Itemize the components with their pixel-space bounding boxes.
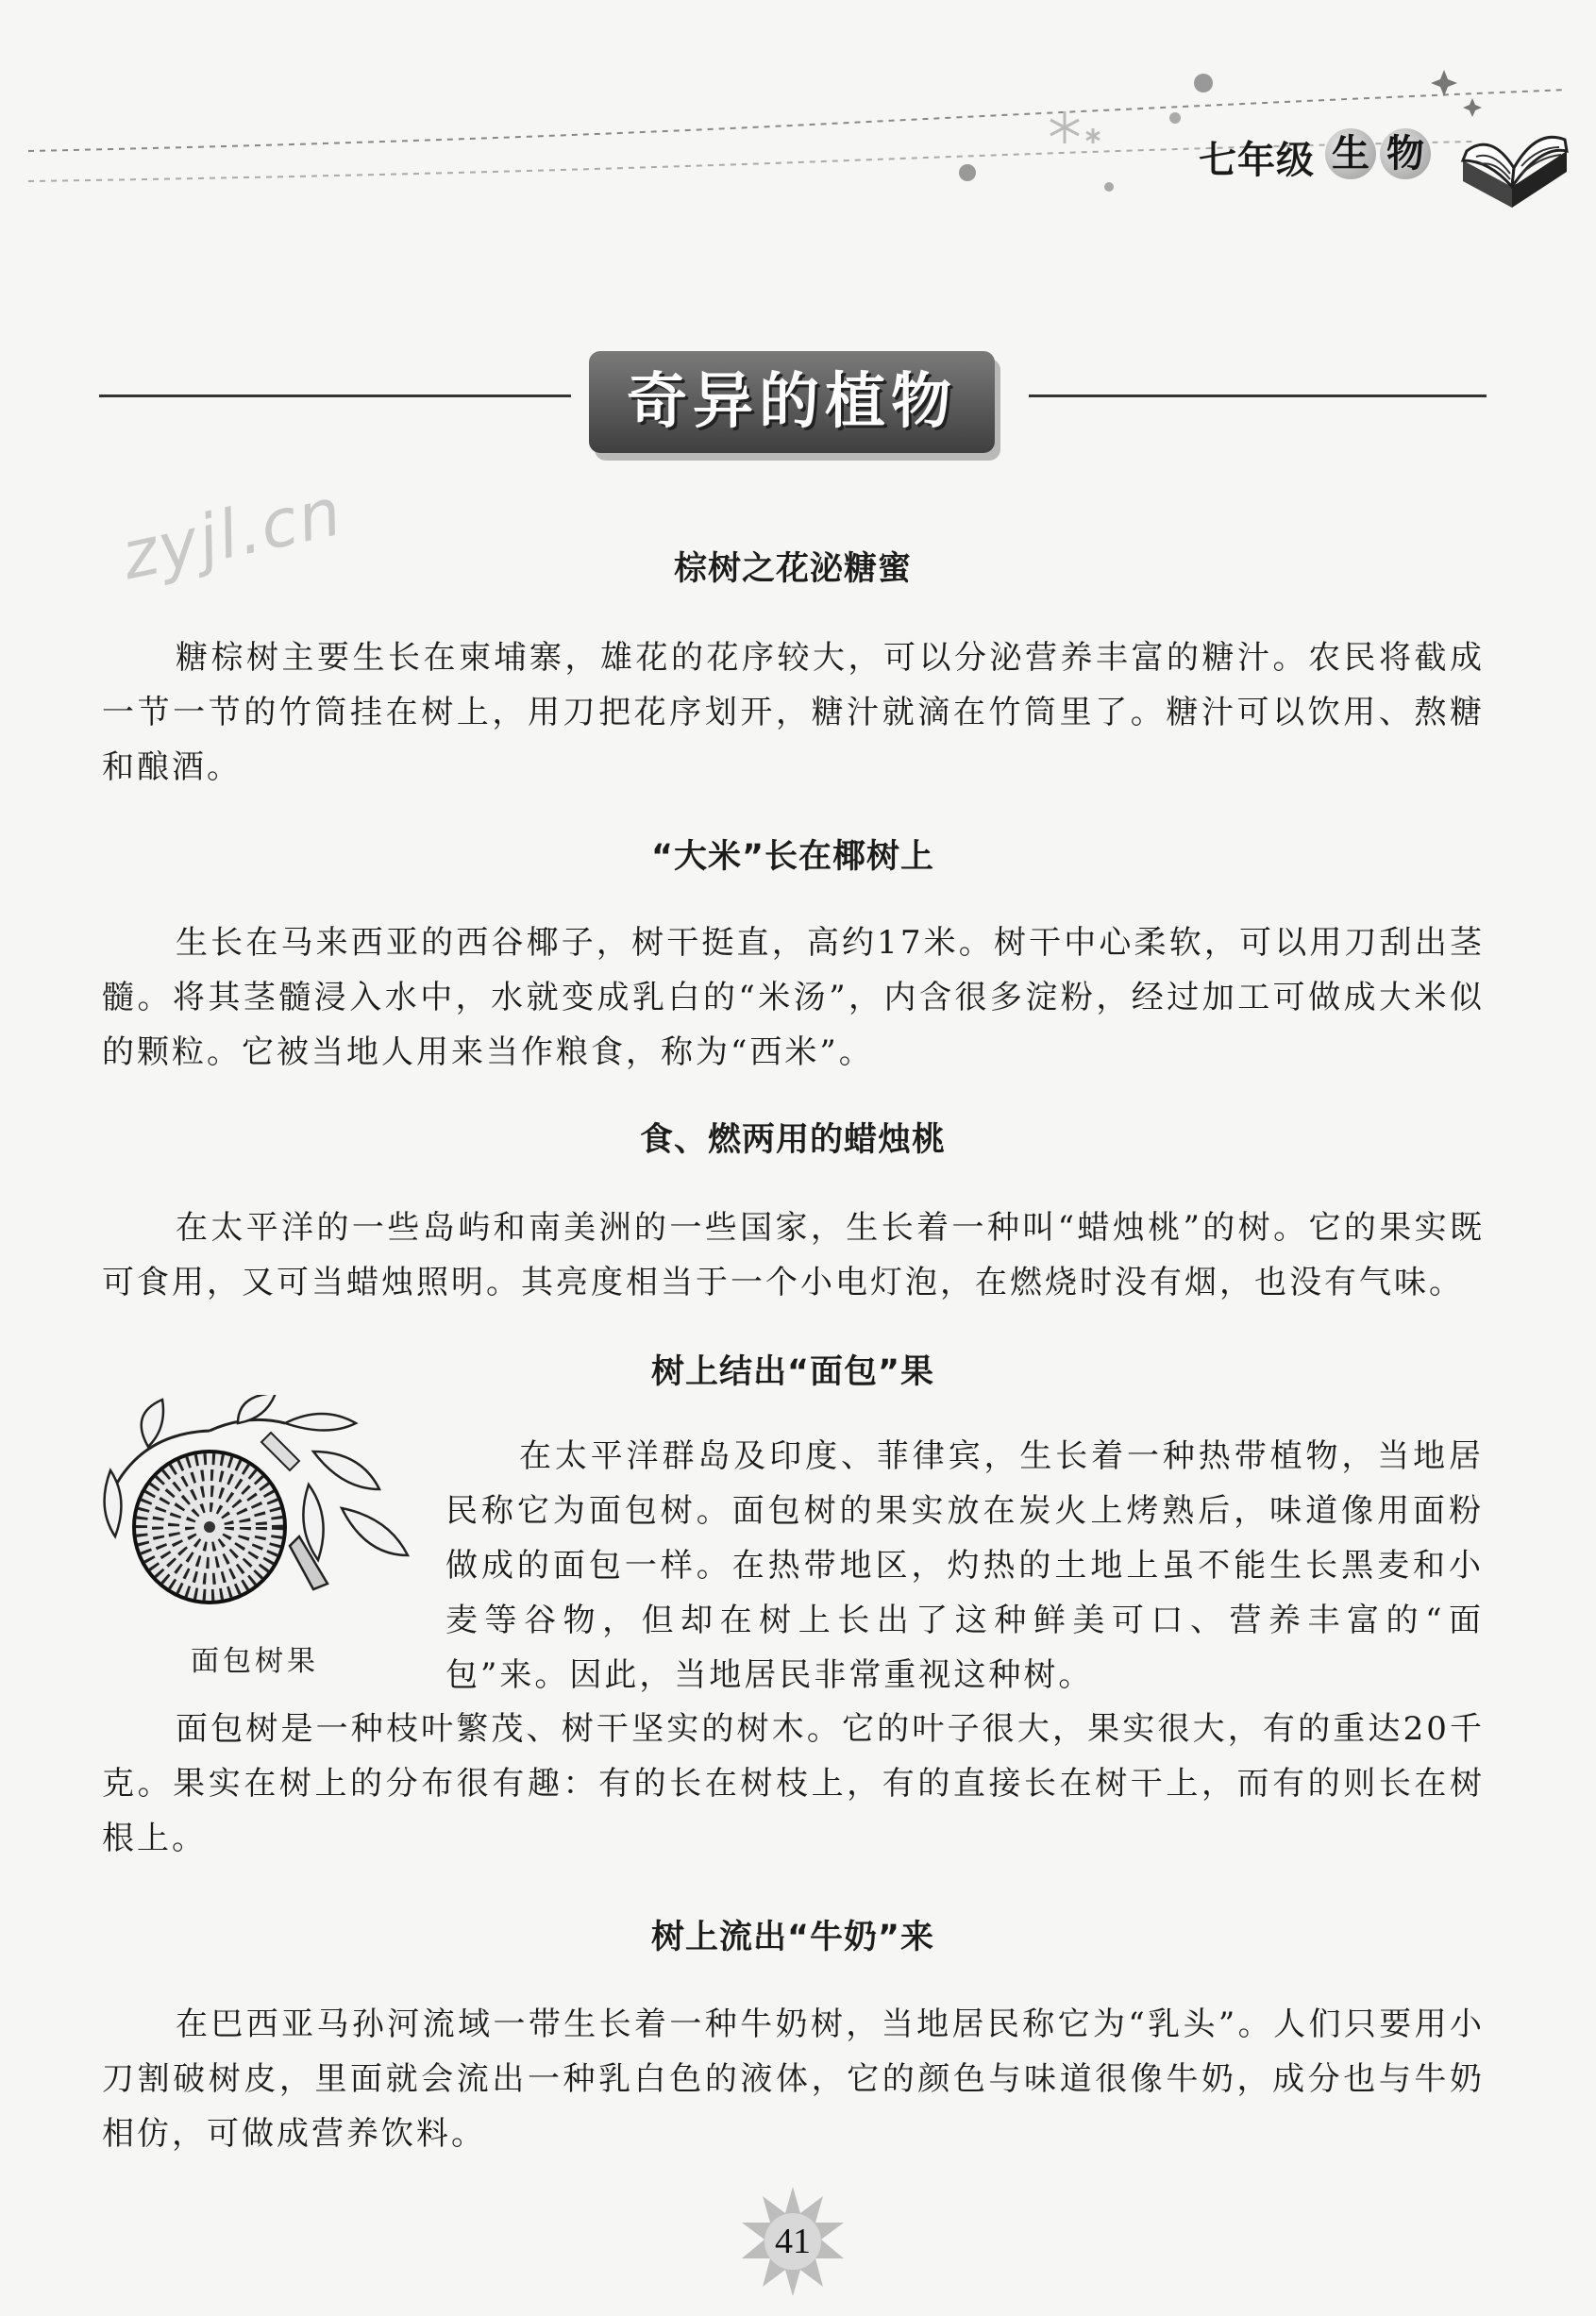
figure-caption: 面包树果 — [191, 1645, 319, 1678]
section-heading: 树上流出“牛奶”来 — [650, 1919, 934, 1956]
watermark: zyjl.cn — [115, 472, 350, 596]
title-rule-right — [1029, 394, 1487, 397]
breadfruit-illustration — [96, 1395, 417, 1626]
book-icon — [1453, 113, 1576, 217]
section-heading: 树上结出“面包”果 — [650, 1353, 934, 1391]
title-rule-left — [99, 394, 571, 397]
section-paragraph: 在太平洋的一些岛屿和南美洲的一些国家，生长着一种叫“蜡烛桃”的树。它的果实既可食用，又可当蜡烛照明。其亮度相当于一个小电灯泡，在燃烧时没有烟，也没有气味。 — [102, 1209, 1485, 1301]
section-heading: 棕树之花泌糖蜜 — [673, 550, 912, 588]
subject-badge: 生 — [1325, 128, 1376, 179]
subject-badge: 物 — [1380, 128, 1431, 179]
section-paragraph: 生长在马来西亚的西谷椰子，树干挺直，高约17米。树干中心柔软，可以用刀刮出茎髓。将其茎髓浸入水中，水就变成乳白的“米汤”，内含很多淀粉，经过加工可做成大米似的颗粒。它被当地人用来当作粮食，称为“西米”。 — [102, 924, 1485, 1071]
section-heading: “大米”长在椰树上 — [650, 838, 934, 876]
section-paragraph: 糖棕树主要生长在柬埔寨，雄花的花序较大，可以分泌营养丰富的糖汁。农民将截成一节一节的竹筒挂在树上，用刀把花序划开，糖汁就滴在竹筒里了。糖汁可以饮用、熬糖和酿酒。 — [102, 639, 1485, 786]
header-decoration — [0, 0, 1596, 217]
section-paragraph: 在太平洋群岛及印度、菲律宾，生长着一种热带植物，当地居民称它为面包树。面包树的果实放在炭火上烤熟后，味道像用面粉做成的面包一样。在热带地区，灼热的土地上虽不能生长黑麦和小麦等谷物，但却在树上长出了这种鲜美可口、营养丰富的“面包”来。因此，当地居民非常重视这种树。 — [445, 1437, 1484, 1694]
section-paragraph: 面包树是一种枝叶繁茂、树干坚实的树木。它的叶子很大，果实很大，有的重达20千克。果实在树上的分布很有趣：有的长在树枝上，有的直接长在树干上，而有的则长在树根上。 — [102, 1710, 1485, 1857]
page-number: 41 — [775, 2222, 811, 2261]
section-paragraph: 在巴西亚马孙河流域一带生长着一种牛奶树，当地居民称它为“乳头”。人们只要用小刀割破树皮，里面就会流出一种乳白色的液体，它的颜色与味道很像牛奶，成分也与牛奶相仿，可做成营养饮料。 — [102, 2006, 1485, 2153]
grade-label: 七年级 — [1199, 139, 1315, 182]
section-heading: 食、燃两用的蜡烛桃 — [639, 1121, 946, 1159]
snowflake-icon — [1050, 111, 1100, 143]
page-title: 奇异的植物 — [627, 367, 957, 437]
